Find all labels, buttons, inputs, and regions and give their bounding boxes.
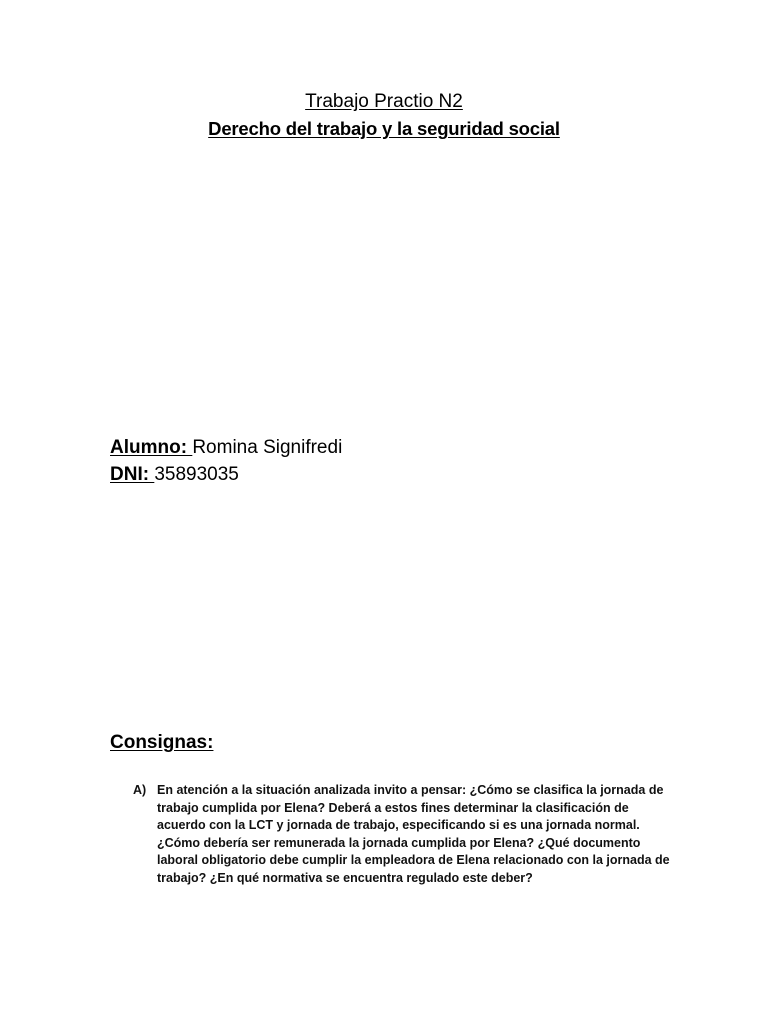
document-title: Trabajo Practio N2 (305, 91, 463, 112)
student-dni-value: 35893035 (154, 464, 239, 485)
consigna-item-marker: A) (133, 783, 147, 797)
document-title-block (0, 88, 768, 142)
document-subtitle: Derecho del trabajo y la seguridad social (208, 118, 560, 139)
student-dni-field (110, 462, 239, 488)
student-name-label: Alumno: (110, 437, 193, 458)
consigna-item-text: En atención a la situación analizada invito a pensar: ¿Cómo se clasifica la jornada de trabajo cumplida por Elena? Deberá a estos fines determinar la clasificación de acuerdo con la LCT y jornada de trabajo, especificando si es una jornada normal. ¿Cómo debería ser remunerada la jornada cumplida por Elena? ¿Qué documento laboral obligatorio debe cumplir la empleadora de Elena relacionado con la jornada de trabajo? ¿En qué normativa se encuentra regulado este deber? (157, 783, 670, 885)
student-name-field (110, 435, 342, 461)
consigna-item (133, 782, 673, 888)
consignas-heading: Consignas: (110, 732, 214, 753)
student-name-value: Romina Signifredi (192, 437, 343, 458)
student-dni-label: DNI: (110, 464, 155, 485)
